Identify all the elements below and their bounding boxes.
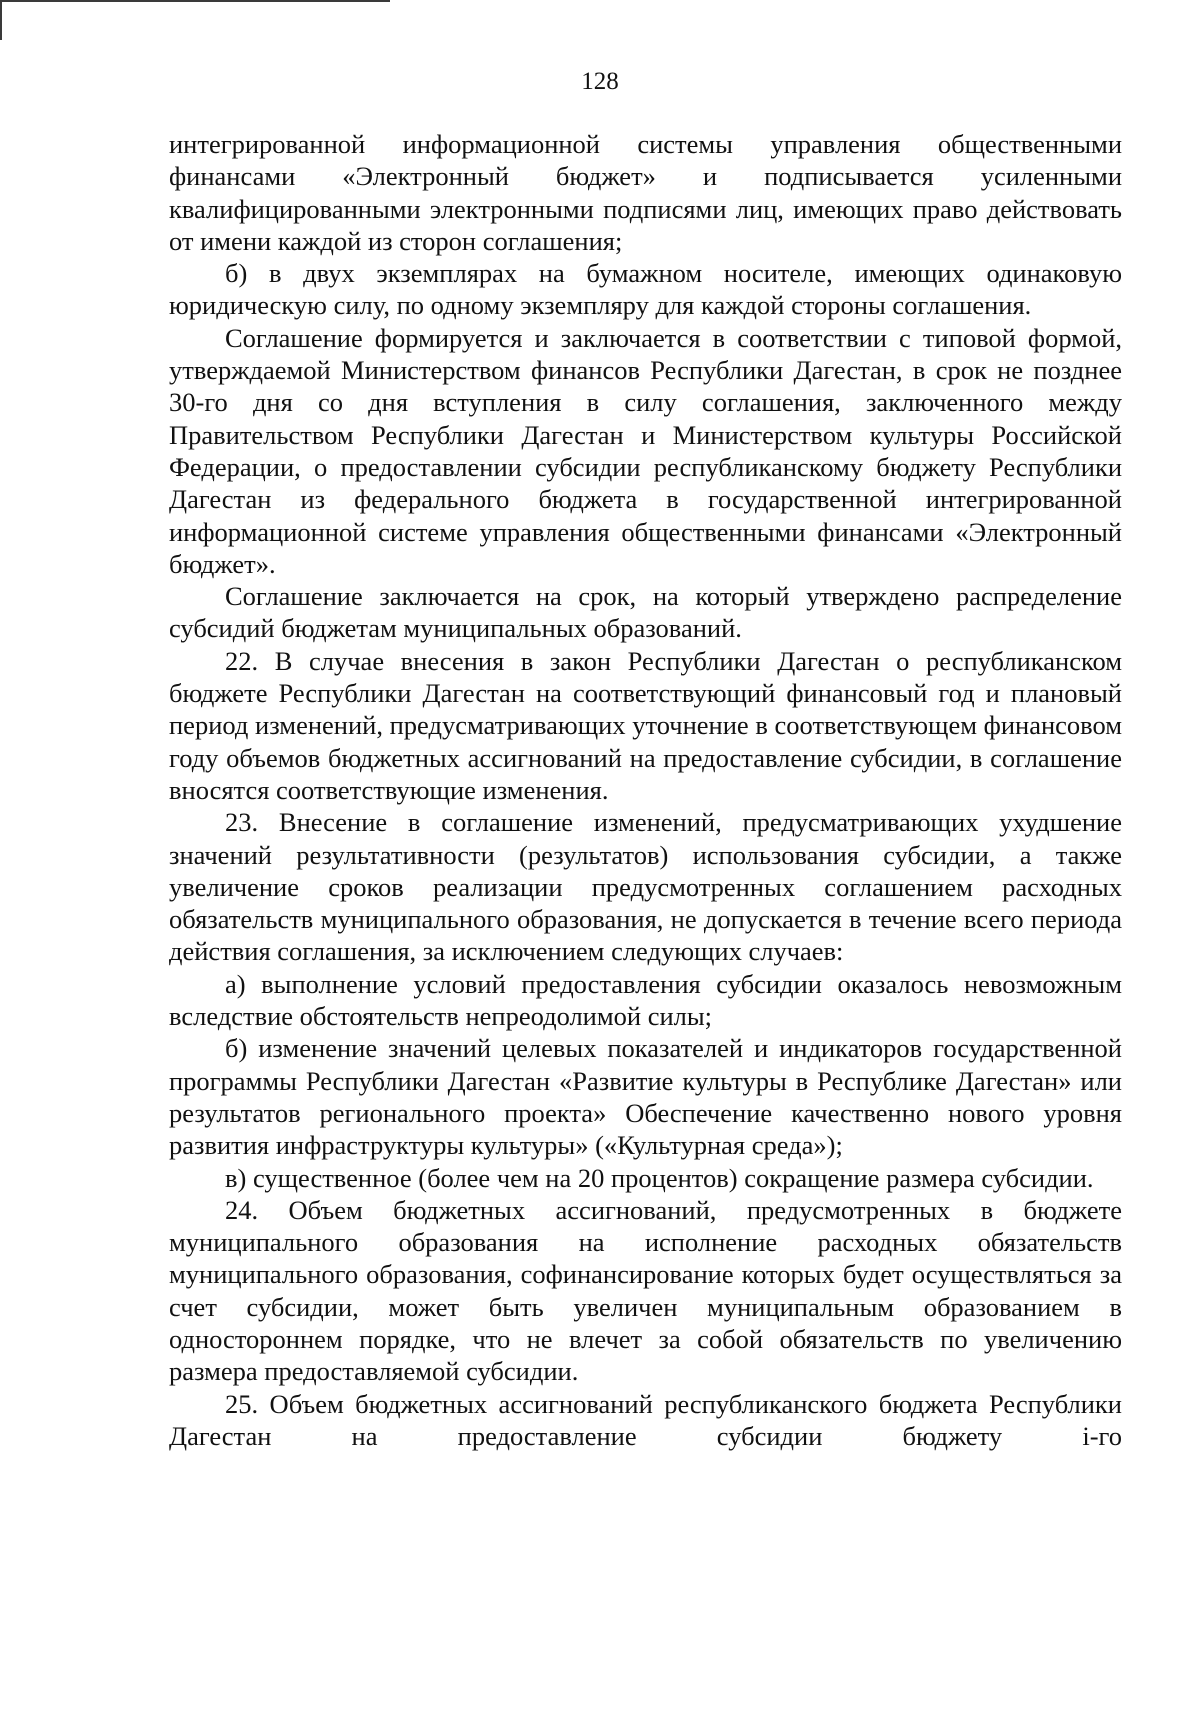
paragraph-continuation: интегрированной информационной системы управления общественными финансами «Электронный бюджет» и подписывается усиленными квалифицированными электронными подписями лиц, имеющих право действовать от имени каждой из сторон соглашения;	[169, 129, 1122, 256]
paragraph-agreement-term: Соглашение заключается на срок, на который утверждено распределение субсидий бюджетам муниципальных образований.	[169, 581, 1122, 644]
paragraph-22: 22. В случае внесения в закон Республики Дагестан о республиканском бюджете Республики Дагестан на соответствующий финансовый год и плановый период изменений, предусматривающих уточнение в соответствующем финансовом году объемов бюджетных ассигнований на предоставление субсидии, в соглашение вносятся соответствующие изменения.	[169, 645, 1122, 805]
scan-edge-top	[0, 0, 390, 2]
page-number: 128	[581, 68, 619, 95]
paragraph-23-item-b: б) изменение значений целевых показателей и индикаторов государственной программы Республики Дагестан «Развитие культуры в Республике Дагестан» или результатов регионального проекта» Обеспечение качественно нового уровня развития инфраструктуры культуры» («Культурная среда»);	[169, 1033, 1122, 1161]
paragraph-24: 24. Объем бюджетных ассигнований, предусмотренных в бюджете муниципального образования на исполнение расходных обязательств муниципального образования, софинансирование которых будет осуществляться за счет субсидии, может быть увеличен муниципальным образованием в одностороннем порядке, что не влечет за собой обязательств по увеличению размера предоставляемой субсидии.	[169, 1194, 1122, 1387]
paragraph-item-b-copies: б) в двух экземплярах на бумажном носителе, имеющих одинаковую юридическую силу, по одному экземпляру для каждой стороны соглашения.	[169, 258, 1122, 321]
document-body	[169, 128, 1122, 1452]
paragraph-agreement-form: Соглашение формируется и заключается в соответствии с типовой формой, утверждаемой Министерством финансов Республики Дагестан, в срок не позднее 30-го дня со дня вступления в силу соглашения, заключенного между Правительством Республики Дагестан и Министерством культуры Российской Федерации, о предоставлении субсидии республиканскому бюджету Республики Дагестан из федерального бюджета в государственной интегрированной информационной системе управления общественными финансами «Электронный бюджет».	[169, 322, 1122, 579]
paragraph-23: 23. Внесение в соглашение изменений, предусматривающих ухудшение значений результативности (результатов) использования субсидии, а также увеличение сроков реализации предусмотренных соглашением расходных обязательств муниципального образования, не допускается в течение всего периода действия соглашения, за исключением следующих случаев:	[169, 807, 1122, 967]
paragraph-23-item-a: а) выполнение условий предоставления субсидии оказалось невозможным вследствие обстоятельств непреодолимой силы;	[169, 968, 1122, 1032]
paragraph-23-item-c: в) существенное (более чем на 20 процентов) сокращение размера субсидии.	[225, 1162, 1094, 1193]
paragraph-25: 25. Объем бюджетных ассигнований республиканского бюджета Республики Дагестан на предоставление субсидии бюджету i-го	[169, 1388, 1122, 1451]
scan-edge-left	[0, 0, 2, 40]
